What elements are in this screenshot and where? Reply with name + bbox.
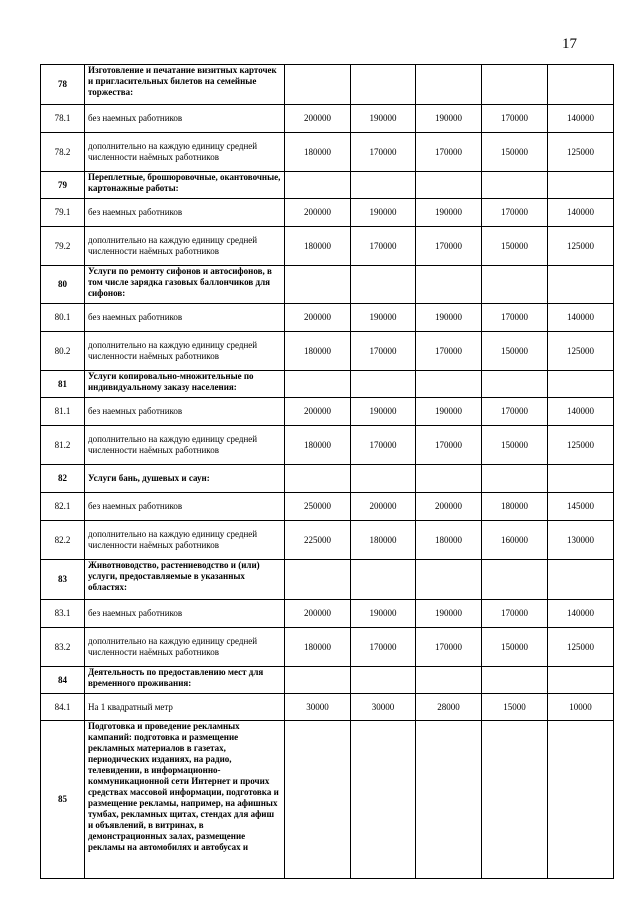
rate-cell: 170000 [351,332,416,371]
table-row [41,65,614,105]
rate-cell [416,172,482,199]
row-number: 82.2 [41,521,85,560]
rate-cell: 190000 [351,398,416,426]
rate-cell: 10000 [548,694,614,721]
row-description: без наемных работников [85,105,285,133]
rate-cell: 200000 [416,493,482,521]
table-row [41,133,614,172]
rate-cell [285,721,351,879]
rate-cell: 30000 [285,694,351,721]
rate-cell [285,560,351,600]
row-number: 82 [41,465,85,493]
row-number: 81.2 [41,426,85,465]
row-description: без наемных работников [85,493,285,521]
rate-cell: 140000 [548,304,614,332]
table-row [41,426,614,465]
rate-cell [548,172,614,199]
rate-cell: 190000 [351,600,416,628]
rate-cell: 170000 [482,304,548,332]
rate-cell: 250000 [285,493,351,521]
row-description: дополнительно на каждую единицу средней численности наёмных работников [85,332,285,371]
rate-cell: 180000 [416,521,482,560]
rate-cell: 190000 [416,398,482,426]
row-description: без наемных работников [85,398,285,426]
rate-cell [548,721,614,879]
rate-cell [351,560,416,600]
rate-cell: 170000 [351,133,416,172]
table-row [41,560,614,600]
row-number: 81.1 [41,398,85,426]
rate-cell: 125000 [548,133,614,172]
row-number: 80.2 [41,332,85,371]
rate-cell [548,465,614,493]
rate-cell: 170000 [416,133,482,172]
rate-cell [351,371,416,398]
row-description: без наемных работников [85,600,285,628]
rate-cell [482,667,548,694]
rate-cell [351,65,416,105]
rate-cell: 170000 [482,199,548,227]
table-row [41,105,614,133]
rate-cell [416,266,482,304]
rate-cell: 125000 [548,426,614,465]
row-description: дополнительно на каждую единицу средней численности наёмных работников [85,227,285,266]
table-row [41,600,614,628]
row-number: 78.1 [41,105,85,133]
row-description: На 1 квадратный метр [85,694,285,721]
rate-cell: 190000 [416,304,482,332]
row-number: 81 [41,371,85,398]
row-description: Переплетные, брошюровочные, окантовочные, картонажные работы: [85,172,285,199]
rate-cell: 145000 [548,493,614,521]
rate-cell [548,667,614,694]
rate-cell [416,560,482,600]
rate-cell [482,721,548,879]
rate-cell [482,172,548,199]
rate-cell: 225000 [285,521,351,560]
table-row [41,172,614,199]
rate-cell: 190000 [416,199,482,227]
rate-cell [548,371,614,398]
row-description: дополнительно на каждую единицу средней численности наёмных работников [85,426,285,465]
rate-cell: 140000 [548,199,614,227]
rate-cell: 140000 [548,398,614,426]
row-description: Услуги бань, душевых и саун: [85,465,285,493]
rate-cell: 150000 [482,227,548,266]
rate-cell [351,721,416,879]
rate-cell [285,266,351,304]
row-number: 78 [41,65,85,105]
rate-cell: 150000 [482,133,548,172]
row-number: 79.2 [41,227,85,266]
table-row [41,465,614,493]
row-number: 80 [41,266,85,304]
rate-cell [482,371,548,398]
row-description: Услуги по ремонту сифонов и автосифонов, в том числе зарядка газовых баллончиков для сифонов: [85,266,285,304]
rate-cell [285,371,351,398]
rate-cell: 190000 [351,199,416,227]
rate-cell [548,65,614,105]
rate-cell: 170000 [482,600,548,628]
rate-cell: 170000 [416,426,482,465]
rate-cell [285,465,351,493]
rate-cell: 180000 [482,493,548,521]
rate-cell [482,266,548,304]
table-row [41,521,614,560]
table-row [41,493,614,521]
rate-cell: 170000 [351,227,416,266]
row-description: без наемных работников [85,304,285,332]
rate-cell: 180000 [351,521,416,560]
row-number: 79 [41,172,85,199]
rate-cell: 170000 [482,398,548,426]
row-number: 80.1 [41,304,85,332]
rate-cell: 200000 [285,600,351,628]
rate-cell: 150000 [482,628,548,667]
row-number: 83 [41,560,85,600]
rate-cell: 180000 [285,628,351,667]
rate-cell: 190000 [416,105,482,133]
rate-cell [482,560,548,600]
rate-cell: 180000 [285,133,351,172]
rate-cell: 170000 [351,426,416,465]
rate-cell: 140000 [548,105,614,133]
row-number: 83.1 [41,600,85,628]
rate-cell: 160000 [482,521,548,560]
table-row [41,371,614,398]
rate-cell [482,465,548,493]
rate-cell: 140000 [548,600,614,628]
rate-cell: 190000 [351,105,416,133]
row-description: дополнительно на каждую единицу средней численности наёмных работников [85,628,285,667]
rate-cell [351,465,416,493]
rate-cell: 180000 [285,426,351,465]
row-description: дополнительно на каждую единицу средней численности наёмных работников [85,133,285,172]
row-description: без наемных работников [85,199,285,227]
rate-cell: 200000 [285,105,351,133]
rate-cell: 180000 [285,227,351,266]
rate-cell [416,465,482,493]
table-row [41,304,614,332]
rate-cell: 150000 [482,332,548,371]
row-description: Изготовление и печатание визитных карточек и пригласительных билетов на семейные торжества: [85,65,285,105]
rate-cell: 200000 [285,199,351,227]
rate-cell: 200000 [285,398,351,426]
row-description: дополнительно на каждую единицу средней численности наёмных работников [85,521,285,560]
rate-cell [351,667,416,694]
table-row [41,227,614,266]
rate-cell [351,266,416,304]
table-row [41,266,614,304]
table-row [41,721,614,879]
rate-cell: 200000 [285,304,351,332]
table-row [41,199,614,227]
row-number: 78.2 [41,133,85,172]
rate-cell: 130000 [548,521,614,560]
page-number: 17 [562,36,577,52]
rate-cell [416,721,482,879]
rate-cell: 125000 [548,227,614,266]
row-description: Животноводство, растениеводство и (или) услуги, предоставляемые в указанных областях: [85,560,285,600]
row-number: 84.1 [41,694,85,721]
rate-cell: 170000 [416,628,482,667]
rate-cell [482,65,548,105]
table-row [41,667,614,694]
row-number: 83.2 [41,628,85,667]
row-description: Услуги копировально-множительные по индивидуальному заказу населения: [85,371,285,398]
table-row [41,398,614,426]
rate-cell: 180000 [285,332,351,371]
rate-cell: 30000 [351,694,416,721]
row-description: Подготовка и проведение рекламных кампаний: подготовка и размещение рекламных материалов в газетах, периодических изданиях, на радио, телевидении, в информационно-коммуникационной сети Интернет и прочих средствах массовой информации, подготовка и размещение рекламы, например, на афишных тумбах, рекламных щитах, стендах для афиш и объявлений, в витринах, в демонстрационных залах, размещение рекламы на автомобилях и автобусах и [85,721,285,879]
table-row [41,694,614,721]
rate-cell: 125000 [548,332,614,371]
rate-cell: 150000 [482,426,548,465]
rate-cell: 190000 [416,600,482,628]
rate-cell: 190000 [351,304,416,332]
rate-cell [285,667,351,694]
table-row [41,332,614,371]
row-number: 84 [41,667,85,694]
rate-cell: 170000 [416,332,482,371]
rate-cell [416,371,482,398]
rate-cell [416,65,482,105]
rate-cell: 170000 [482,105,548,133]
rate-cell: 200000 [351,493,416,521]
rate-cell [548,560,614,600]
row-number: 85 [41,721,85,879]
rate-cell: 15000 [482,694,548,721]
rate-cell [285,65,351,105]
row-number: 79.1 [41,199,85,227]
row-description: Деятельность по предоставлению мест для временного проживания: [85,667,285,694]
row-number: 82.1 [41,493,85,521]
table-row [41,628,614,667]
rate-cell [416,667,482,694]
rates-table [40,64,614,879]
rate-cell: 170000 [351,628,416,667]
rate-cell: 125000 [548,628,614,667]
rate-cell [285,172,351,199]
rate-cell: 170000 [416,227,482,266]
rate-cell [548,266,614,304]
rate-cell [351,172,416,199]
rate-cell: 28000 [416,694,482,721]
